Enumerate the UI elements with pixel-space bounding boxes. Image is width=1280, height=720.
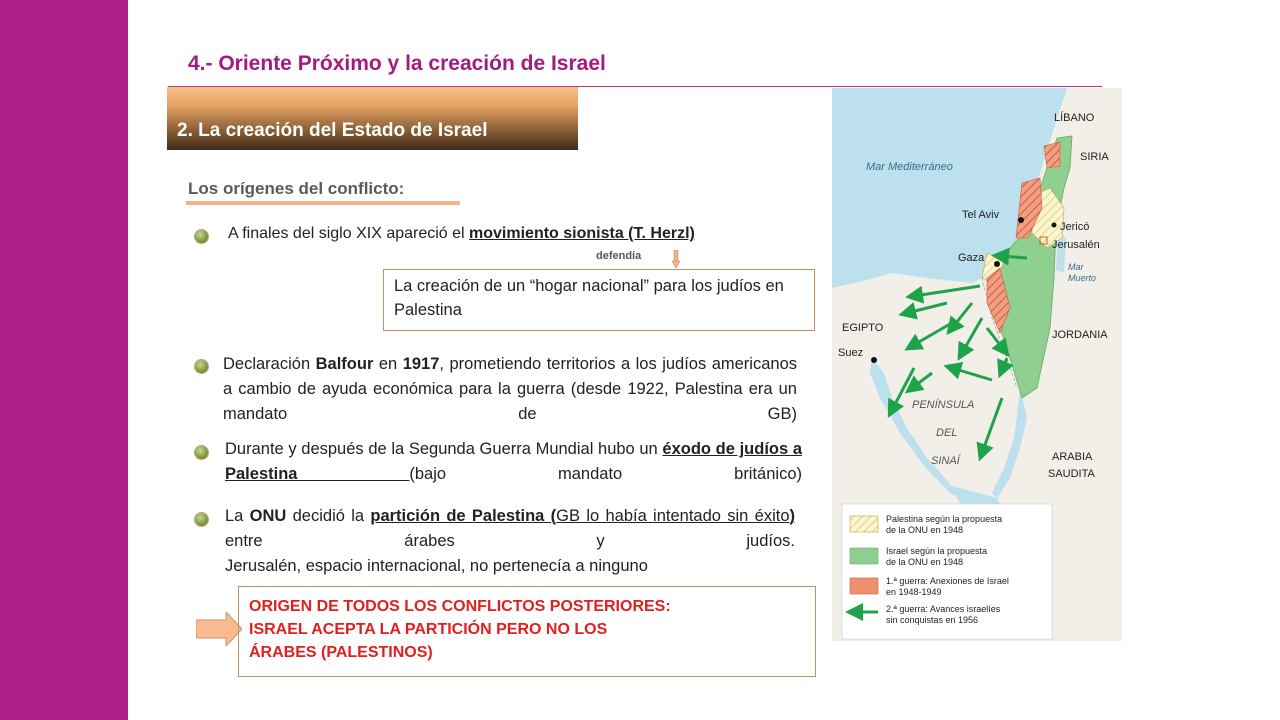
legend-text: 1.ª guerra: Anexiones de Israel [886, 576, 1009, 586]
onu-term: ONU [249, 507, 287, 525]
label-peninsula: PENÍNSULA [912, 399, 975, 411]
conclusion-line: ORIGEN DE TODOS LOS CONFLICTOS POSTERIORES: [249, 598, 671, 615]
bullet-text-onu [225, 504, 795, 554]
bullet-text-balfour [223, 352, 797, 427]
label-tel-aviv: Tel Aviv [962, 209, 1000, 221]
page-title: 4.- Oriente Próximo y la creación de Israel [188, 52, 606, 75]
suez-dot [871, 357, 877, 363]
label-muerto: Muerto [1068, 273, 1097, 283]
arrow [1000, 256, 1027, 258]
text-segment: entre árabes y judíos. [225, 532, 795, 550]
legend-text: Israel según la propuesta [886, 546, 988, 556]
legend-swatch-israel [850, 548, 878, 564]
bullet-icon [195, 513, 208, 526]
year-term: 1917 [402, 355, 440, 373]
legend-text: Palestina según la propuesta [886, 514, 1003, 524]
legend-text: sin conquistas en 1956 [886, 615, 979, 625]
legend-swatch-palestine [850, 516, 878, 532]
particion-term: partición de Palestina ( [370, 507, 557, 525]
text-segment: ) [789, 507, 795, 525]
label-jordania: JORDANIA [1052, 329, 1108, 341]
label-mar: Mar [1068, 262, 1084, 272]
conclusion-line: ISRAEL ACEPTA LA PARTICIÓN PERO NO LOS [249, 621, 608, 638]
legend-text: de la ONU en 1948 [886, 557, 964, 567]
label-sinai: SINAÍ [931, 455, 960, 467]
map-legend [842, 504, 1052, 639]
bullet-text-exodo [225, 437, 802, 487]
jerusalen-note: Jerusalén, espacio internacional, no pertenecía a ninguno [225, 557, 648, 575]
label-del: DEL [936, 427, 958, 439]
annexation-north [1044, 142, 1060, 168]
text-segment: La [225, 507, 250, 525]
label-siria: SIRIA [1080, 151, 1109, 163]
conclusion-line: ÁRABES (PALESTINOS) [249, 644, 433, 661]
hogar-nacional-box [383, 269, 815, 331]
label-gaza: Gaza [958, 252, 985, 264]
tel-aviv-dot [1018, 217, 1024, 223]
label-jerusalen: Jerusalén [1052, 239, 1100, 251]
bullet-text-sionismo [228, 221, 695, 246]
legend-swatch-annex [850, 578, 878, 594]
defendia-label: defendía [596, 250, 642, 262]
legend-text: de la ONU en 1948 [886, 525, 964, 535]
text-segment: Declaración [223, 355, 316, 373]
sionismo-term: movimiento sionista (T. Herzl) [469, 225, 695, 242]
bullet-icon [195, 230, 208, 243]
subheading-underline [186, 201, 460, 205]
bullet-icon [195, 446, 208, 459]
legend-text: 2.ª guerra: Avances israelíes [886, 604, 1001, 614]
label-egipto: EGIPTO [842, 322, 884, 334]
jerico-dot [1052, 223, 1057, 228]
text-segment: decidió la [286, 507, 371, 525]
legend-text: en 1948-1949 [886, 587, 942, 597]
subheading: Los orígenes del conflicto: [188, 179, 405, 198]
section-tab [167, 87, 578, 150]
conclusion-box [238, 586, 816, 677]
down-arrow-icon [672, 250, 680, 268]
text-segment: en [373, 355, 403, 373]
text-segment: Durante y después de la Segunda Guerra Mundial hubo un [225, 440, 663, 458]
israel-partition-map [832, 88, 1122, 641]
text-segment: , prometiendo territorios a los judíos americanos a cambio de ayuda económica para la guerra (desde 1922, Palestina era un mandato de GB) [223, 355, 797, 423]
label-arabia: ARABIA [1052, 451, 1093, 463]
gaza-dot [994, 261, 1000, 267]
text-segment: A finales del siglo XIX apareció el [228, 225, 470, 242]
box-text: La creación de un “hogar nacional” para los judíos en Palestina [394, 277, 784, 319]
bullet-icon [195, 360, 208, 373]
exodo-term: éxodo de judíos a Palestina [225, 440, 802, 483]
right-arrow-icon [196, 612, 242, 646]
gb-intento: GB lo había intentado sin éxito [556, 507, 790, 525]
section-title: 2. La creación del Estado de Israel [177, 120, 488, 141]
label-saudita: SAUDITA [1048, 468, 1095, 480]
label-suez: Suez [838, 347, 864, 359]
sidebar-bar [0, 0, 128, 720]
label-jerico: Jericó [1060, 221, 1090, 233]
label-libano: LÍBANO [1054, 112, 1095, 124]
label-mar-mediterraneo: Mar Mediterráneo [866, 161, 953, 173]
balfour-term: Balfour [315, 355, 374, 373]
text-segment: (bajo mandato británico) [409, 465, 802, 483]
